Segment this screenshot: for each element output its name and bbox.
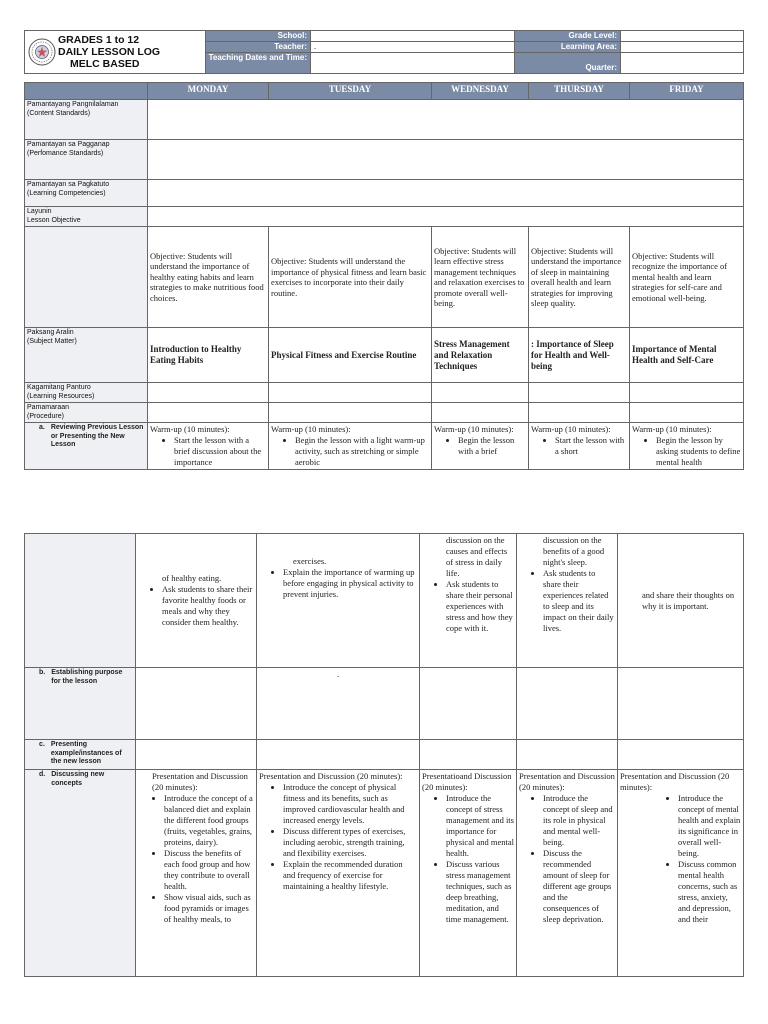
content-standards-value[interactable]: [148, 100, 744, 140]
day-header-tuesday: TUESDAY: [269, 83, 432, 100]
warmup-tuesday: Warm-up (10 minutes): • Begin the lesson with a light warm-up activity, such as stretching or simple aerobic: [269, 423, 432, 470]
grade-level-value[interactable]: [621, 31, 744, 42]
reviewing-row: [25, 423, 744, 470]
objectives-row: [25, 227, 744, 328]
resources-thursday[interactable]: [529, 383, 630, 403]
purpose-friday[interactable]: [618, 668, 744, 740]
continuation-thursday: discussion on the benefits of a good night's sleep. • Ask students to share their experiences related to sleep and its impact on their daily lives.: [517, 534, 618, 668]
objective-thursday: Objective: Students will understand the importance of sleep in maintaining overall health and learn strategies for improving sleep quality.: [529, 227, 630, 328]
example-wednesday[interactable]: [420, 740, 517, 770]
resources-friday[interactable]: [630, 383, 744, 403]
learning-resources-label: Kagamitang Panturo (Learning Resources): [25, 383, 148, 403]
resources-monday[interactable]: [148, 383, 269, 403]
learning-resources-row: [25, 383, 744, 403]
discussion-thursday: Presentation and Discussion (20 minutes): • Introduce the concept of sleep and its role in physical and mental well-being. • Discuss the recommended amount of sleep for different age groups and the consequences of sleep deprivation.: [517, 770, 618, 977]
continuation-tuesday: exercises. • Explain the importance of warming up before engaging in physical activity to prevent injuries.: [257, 534, 420, 668]
continuation-wednesday: discussion on the causes and effects of stress in daily life. • Ask students to share their personal experiences with stress and how they cope with it.: [420, 534, 517, 668]
day-header-thursday: THURSDAY: [529, 83, 630, 100]
example-thursday[interactable]: [517, 740, 618, 770]
day-header-monday: MONDAY: [148, 83, 269, 100]
performance-standards-value[interactable]: [148, 140, 744, 180]
header-table: [24, 30, 744, 74]
performance-standards-row: [25, 140, 744, 180]
subject-thursday: : Importance of Sleep for Health and Well-being: [529, 328, 630, 383]
teaching-dates-label: Teaching Dates and Time:: [206, 53, 311, 74]
objective-friday: Objective: Students will recognize the importance of mental health and learn strategies for self-care and emotional well-being.: [630, 227, 744, 328]
day-header-blank: [25, 83, 148, 100]
competencies-row: [25, 180, 744, 207]
procedure-wednesday[interactable]: [432, 403, 529, 423]
quarter-label: Quarter:: [515, 53, 621, 74]
purpose-monday[interactable]: [136, 668, 257, 740]
discussion-row: [25, 770, 744, 977]
example-friday[interactable]: [618, 740, 744, 770]
objective-label-row: [25, 207, 744, 227]
discussion-monday: Presentation and Discussion (20 minutes): • Introduce the concept of a balanced diet and explain the different food groups (fruits, vegetables, grains, proteins, dairy). • Discuss the benefits of each food group and how they contribute to overall health. • Show visual aids, such as food pyramids or images of healthy meals, to: [136, 770, 257, 977]
purpose-row: [25, 668, 744, 740]
procedure-thursday[interactable]: [529, 403, 630, 423]
objective-wednesday: Objective: Students will learn effective stress management techniques and relaxation exercises to promote overall well-being.: [432, 227, 529, 328]
warmup-thursday: Warm-up (10 minutes): • Start the lesson with a short: [529, 423, 630, 470]
teaching-dates-value[interactable]: [311, 53, 515, 74]
procedure-monday[interactable]: [148, 403, 269, 423]
presenting-example-row: [25, 740, 744, 770]
day-header-row: [25, 83, 744, 100]
purpose-thursday[interactable]: [517, 668, 618, 740]
purpose-wednesday[interactable]: [420, 668, 517, 740]
purpose-tuesday[interactable]: .: [257, 668, 420, 740]
teacher-value[interactable]: .: [311, 42, 515, 53]
teacher-label: Teacher:: [206, 42, 311, 53]
competencies-value[interactable]: [148, 180, 744, 207]
continuation-friday: and share their thoughts on why it is important.: [618, 534, 744, 668]
lesson-log-table-page1: [24, 82, 744, 470]
subject-tuesday: Physical Fitness and Exercise Routine: [269, 328, 432, 383]
learning-area-label: Learning Area:: [515, 42, 621, 53]
procedure-friday[interactable]: [630, 403, 744, 423]
objective-tuesday: Objective: Students will understand the importance of physical fitness and learn basic exercises to incorporate into their daily routine.: [269, 227, 432, 328]
subject-matter-label: Paksang Aralin (Subject Matter): [25, 328, 148, 383]
school-value[interactable]: [311, 31, 515, 42]
purpose-label: b. Establishing purpose for the lesson: [25, 668, 136, 740]
header-logo-cell: [25, 31, 206, 74]
continuation-row: [25, 534, 744, 668]
example-monday[interactable]: [136, 740, 257, 770]
performance-standards-label: Pamantayan sa Pagganap (Perfomance Standards): [25, 140, 148, 180]
warmup-friday: Warm-up (10 minutes): • Begin the lesson by asking students to define mental health: [630, 423, 744, 470]
warmup-monday: Warm-up (10 minutes): • Start the lesson with a brief discussion about the importance: [148, 423, 269, 470]
content-standards-label: Pamantayang Pangnilalaman (Content Standards): [25, 100, 148, 140]
discussion-friday: Presentation and Discussion (20 minutes): • Introduce the concept of mental health and explain its significance in overall well-being. • Discuss common mental health concerns, such as stress, anxiety, and depression, and their: [618, 770, 744, 977]
subject-monday: Introduction to Healthy Eating Habits: [148, 328, 269, 383]
example-tuesday[interactable]: [257, 740, 420, 770]
resources-wednesday[interactable]: [432, 383, 529, 403]
presenting-example-label: c. Presenting example/instances of the new lesson: [25, 740, 136, 770]
objective-label: Layunin Lesson Objective: [25, 207, 148, 227]
lesson-log-table-page2: [24, 533, 744, 977]
deped-seal-icon: [28, 38, 56, 66]
content-standards-row: [25, 100, 744, 140]
objective-top-value[interactable]: [148, 207, 744, 227]
discussion-label: d. Discussing new concepts: [25, 770, 136, 977]
reviewing-label: a. Reviewing Previous Lesson or Presenting the New Lesson: [25, 423, 148, 470]
objective-monday: Objective: Students will understand the importance of healthy eating habits and learn strategies to make nutritious food choices.: [148, 227, 269, 328]
discussion-tuesday: Presentation and Discussion (20 minutes): • Introduce the concept of physical fitness and its benefits, such as improved cardiovascular health and increased energy levels. • Discuss different types of exercises, including aerobic, strength training, and flexibility exercises. • Explain the recommended duration and frequency of exercise for maintaining a healthy lifestyle.: [257, 770, 420, 977]
warmup-wednesday: Warm-up (10 minutes): • Begin the lesson with a brief: [432, 423, 529, 470]
procedure-label: Pamamaraan (Procedure): [25, 403, 148, 423]
resources-tuesday[interactable]: [269, 383, 432, 403]
subject-friday: Importance of Mental Health and Self-Care: [630, 328, 744, 383]
discussion-wednesday: Presentatioand Discussion (20 minutes): • Introduce the concept of stress management and its importance for physical and mental health. • Discuss various stress management techniques, such as deep breathing, meditation, and time management.: [420, 770, 517, 977]
continuation-monday: of healthy eating. • Ask students to share their favorite healthy foods or meals and why they consider them healthy.: [136, 534, 257, 668]
competencies-label: Pamantayan sa Pagkatuto (Learning Competencies): [25, 180, 148, 207]
document-title: GRADES 1 to 12 DAILY LESSON LOG MELC BASED: [58, 34, 161, 70]
day-header-wednesday: WEDNESDAY: [432, 83, 529, 100]
quarter-value[interactable]: [621, 53, 744, 74]
grade-level-label: Grade Level:: [515, 31, 621, 42]
continuation-label-blank: [25, 534, 136, 668]
day-header-friday: FRIDAY: [630, 83, 744, 100]
objectives-label-blank: [25, 227, 148, 328]
school-label: School:: [206, 31, 311, 42]
procedure-row: [25, 403, 744, 423]
learning-area-value[interactable]: [621, 42, 744, 53]
procedure-tuesday[interactable]: [269, 403, 432, 423]
subject-wednesday: Stress Management and Relaxation Techniques: [432, 328, 529, 383]
subject-matter-row: [25, 328, 744, 383]
